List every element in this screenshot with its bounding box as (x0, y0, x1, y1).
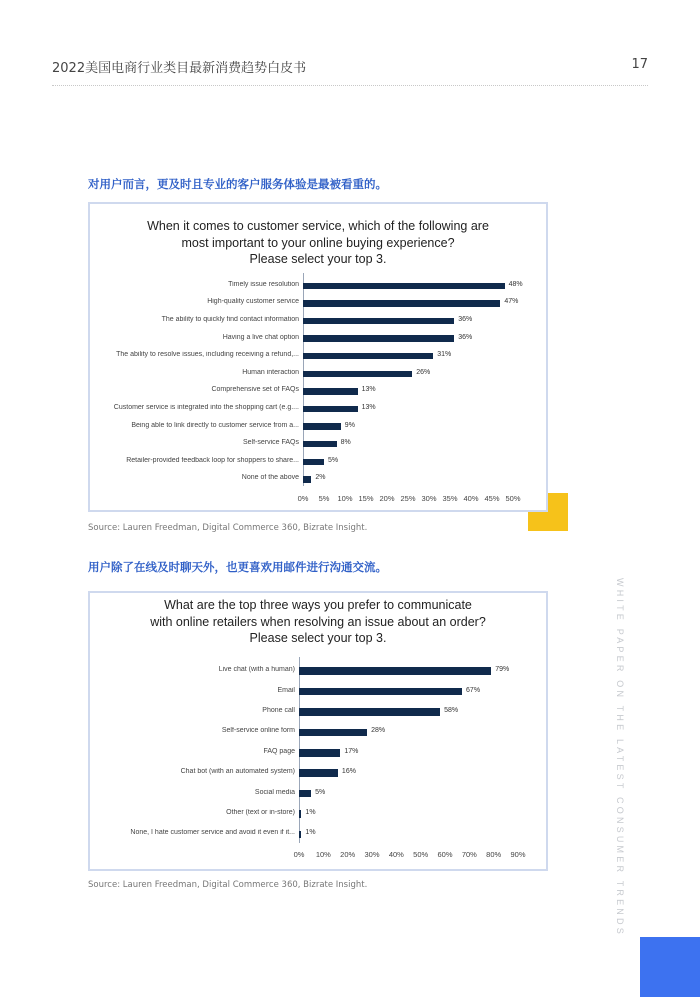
category-label: Being able to link directly to customer service from a... (131, 421, 299, 429)
chart-communication-preferences (88, 591, 548, 871)
bar (299, 708, 440, 716)
x-tick-label: 10% (315, 850, 331, 859)
x-tick-label: 80% (486, 850, 502, 859)
x-tick-label: 10% (337, 494, 353, 503)
x-tick-label: 50% (413, 850, 429, 859)
data-label: 1% (305, 809, 316, 816)
chart-title-line: most important to your online buying experience? (181, 235, 455, 250)
vertical-side-text: WHITE PAPER ON THE LATEST CONSUMER TRENDS (615, 578, 625, 937)
x-tick-label: 45% (484, 494, 500, 503)
bar (303, 441, 337, 448)
data-label: 16% (341, 768, 356, 776)
blue-corner-block (640, 937, 700, 997)
x-tick-label: 20% (340, 850, 356, 859)
bar (303, 353, 433, 360)
section-heading-customer-service: 对用户而言，更及时且专业的客户服务体验是最被看重的。 (88, 177, 387, 191)
data-label: 5% (315, 788, 326, 796)
bar (299, 729, 367, 737)
data-label: 48% (508, 280, 523, 288)
data-label: 13% (361, 404, 376, 411)
data-label: 1% (305, 829, 316, 837)
data-label: 9% (344, 421, 355, 429)
category-label: None, I hate customer service and avoid it even if it... (130, 829, 295, 837)
category-label: Customer service is integrated into the shopping cart (e.g.... (113, 404, 299, 411)
x-tick-label: 30% (364, 850, 380, 859)
category-label: Timely issue resolution (228, 280, 299, 288)
category-label: Self-service online form (221, 727, 295, 735)
bar (303, 335, 454, 342)
chart-title (90, 218, 546, 268)
category-label: The ability to resolve issues, including receiving a refund,... (116, 351, 299, 359)
data-label: 36% (458, 333, 473, 341)
category-label: Social media (254, 788, 295, 796)
x-tick-label: 0% (293, 850, 305, 859)
chart-title-line: When it comes to customer service, which of the following are (147, 219, 489, 233)
source-citation: Source: Lauren Freedman, Digital Commerce 360, Bizrate Insight. (88, 880, 368, 890)
category-label: High-quality customer service (207, 298, 299, 306)
x-tick-label: 35% (442, 494, 458, 503)
category-label: Phone call (262, 707, 295, 714)
x-tick-label: 25% (400, 494, 416, 503)
bar (303, 300, 500, 307)
data-label: 36% (458, 316, 473, 323)
data-label: 28% (371, 727, 386, 735)
chart-title-line: Please select your top 3. (249, 631, 387, 645)
category-label: Comprehensive set of FAQs (211, 386, 299, 394)
bar (303, 459, 324, 466)
x-tick-label: 90% (510, 850, 526, 859)
data-label: 2% (315, 474, 326, 482)
data-label: 8% (340, 439, 351, 447)
data-label: 67% (466, 686, 481, 694)
category-label: Retailer-provided feedback loop for shoppers to share... (126, 456, 299, 464)
chart-customer-service-priorities (88, 202, 548, 512)
page-number: 17 (631, 57, 648, 72)
data-label: 31% (437, 351, 452, 359)
category-label: Human interaction (242, 368, 299, 376)
x-tick-label: 50% (505, 494, 521, 503)
x-tick-label: 20% (379, 494, 395, 503)
category-label: Email (277, 686, 295, 694)
bar (303, 406, 358, 413)
category-label: Having a live chat option (222, 333, 299, 341)
data-label: 17% (344, 747, 359, 755)
category-label: None of the above (241, 474, 299, 482)
chart-title (90, 597, 546, 647)
category-label: FAQ page (263, 747, 295, 755)
bar (303, 423, 341, 430)
header-title: 2022美国电商行业类目最新消费趋势白皮书 (52, 61, 307, 76)
data-label: 79% (495, 666, 510, 674)
category-label: The ability to quickly find contact information (161, 316, 299, 323)
category-label: Chat bot (with an automated system) (180, 768, 295, 776)
source-citation: Source: Lauren Freedman, Digital Commerce 360, Bizrate Insight. (88, 523, 368, 533)
category-label: Self-service FAQs (242, 439, 299, 447)
chart-title-line: What are the top three ways you prefer to communicate (164, 598, 472, 612)
bar (299, 790, 311, 798)
data-label: 26% (416, 368, 431, 376)
chart-title-line: with online retailers when resolving an issue about an order? (150, 614, 486, 629)
x-tick-label: 30% (421, 494, 437, 503)
x-tick-label: 60% (437, 850, 453, 859)
bar (299, 667, 491, 675)
x-tick-label: 40% (388, 850, 404, 859)
category-label: Other (text or in-store) (226, 809, 295, 816)
x-tick-label: 5% (318, 494, 330, 503)
header-divider (52, 85, 648, 86)
bar (303, 318, 454, 325)
data-label: 47% (504, 298, 519, 306)
bar (299, 810, 301, 818)
bar (303, 388, 358, 395)
bar (303, 476, 311, 483)
bar (299, 688, 462, 696)
x-tick-label: 70% (461, 850, 477, 859)
data-label: 58% (444, 707, 459, 714)
bar (299, 749, 340, 757)
data-label: 5% (328, 456, 339, 464)
section-heading-communication: 用户除了在线及时聊天外，也更喜欢用邮件进行沟通交流。 (88, 560, 387, 574)
data-label: 13% (361, 386, 376, 394)
chart-title-line: Please select your top 3. (249, 252, 387, 266)
category-label: Live chat (with a human) (218, 666, 295, 674)
bar (299, 831, 301, 839)
bar (303, 283, 505, 290)
x-tick-label: 0% (297, 494, 309, 503)
bar (299, 769, 338, 777)
x-tick-label: 40% (463, 494, 479, 503)
bar (303, 371, 412, 378)
x-tick-label: 15% (358, 494, 374, 503)
